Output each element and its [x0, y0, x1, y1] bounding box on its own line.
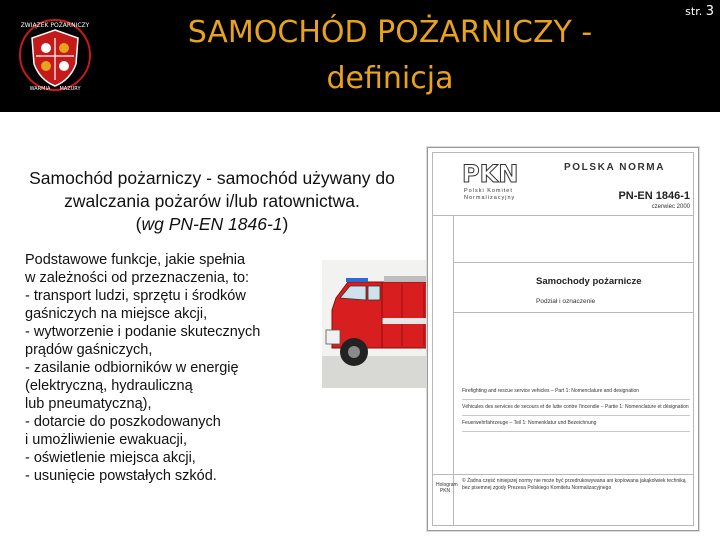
standard-document-cover: [427, 147, 699, 531]
list-item-line: - wytworzenie i podanie skutecznych: [25, 324, 261, 340]
standard-code: PN-EN 1846-1: [618, 190, 690, 202]
translation-line: Véhicules des services de secours et de lutte contre l'incendie – Partie 1: Nomenclature et désignation: [462, 402, 690, 416]
functions-intro-line2: w zależności od przeznaczenia, to:: [25, 270, 250, 286]
logo-text-right: MAZURY: [59, 86, 81, 92]
list-item-line: - usunięcie powstałych szkód.: [25, 468, 217, 484]
list-item-line: lub pneumatyczną),: [25, 396, 152, 412]
document-left-column: [432, 216, 458, 526]
list-item-line: - transport ludzi, sprzętu i środków: [25, 288, 246, 304]
page-number-prefix: str.: [685, 5, 703, 18]
divider: [454, 312, 694, 313]
definition-block: [0, 167, 424, 236]
functions-list: [25, 251, 325, 485]
list-item: [25, 413, 325, 449]
divider: [432, 474, 694, 475]
page-number: [685, 4, 714, 19]
list-item-line: - oświetlenie miejsca akcji,: [25, 450, 196, 466]
list-item-line: - dotarcie do poszkodowanych: [25, 414, 221, 430]
list-item-line: (elektryczną, hydrauliczną: [25, 378, 193, 394]
logo-text-left: WARMIA: [29, 86, 51, 92]
pkn-logo: [462, 160, 519, 188]
header-bar: [0, 0, 720, 112]
definition-source: wg PN-EN 1846-1: [141, 214, 283, 234]
copyright-notice: © Żadna część niniejszej normy nie może być przedrukowywana ani kopiowana jakąkolwiek techniką bez pisemnej zgody Prezesa Polskiego Komitetu Normalizacyjnego: [462, 478, 686, 491]
list-item: [25, 449, 325, 467]
fire-brigade-logo: [18, 18, 92, 92]
definition-source-open: (: [135, 214, 142, 234]
standard-header: POLSKA NORMA: [564, 162, 666, 173]
list-item: [25, 287, 325, 323]
divider: [454, 262, 694, 263]
hologram-label: Hologram PKN: [436, 482, 458, 494]
document-title: Samochody pożarnicze: [536, 276, 642, 287]
list-item: [25, 359, 325, 413]
pkn-subtitle-line: Normalizacyjny: [464, 194, 516, 201]
definition-source-close: ): [282, 214, 289, 234]
pkn-subtitle-line: Polski Komitet: [464, 188, 513, 194]
pkn-subtitle: [464, 188, 515, 201]
page-number-value: 3: [705, 4, 714, 19]
list-item: [25, 323, 325, 359]
definition-text: Samochód pożarniczy - samochód używany do zwalczania pożarów i/lub ratownictwa.: [29, 168, 395, 211]
list-item-line: - zasilanie odbiorników w energię: [25, 360, 239, 376]
translation-line: Feuerwehrfahrzeuge – Teil 1: Nomenklatur und Bezeichnung: [462, 418, 690, 432]
standard-date: czerwiec 2000: [651, 204, 690, 210]
slide-title-line1: SAMOCHÓD POŻARNICZY -: [187, 15, 593, 50]
list-item-line: i umożliwienie ewakuacji,: [25, 432, 187, 448]
translation-line: Firefighting and rescue service vehicles – Part 1: Nomenclature and designation: [462, 386, 690, 400]
document-subtitle: Podział i oznaczenie: [536, 298, 596, 305]
list-item: [25, 467, 325, 485]
list-item-line: prądów gaśniczych,: [25, 342, 153, 358]
list-item-line: gaśniczych na miejsce akcji,: [25, 306, 208, 322]
functions-intro-line1: Podstawowe funkcje, jakie spełnia: [25, 252, 246, 268]
logo-text-top: ZWIĄZEK POŻARNICZY: [20, 22, 90, 29]
slide-title-line2: definicja: [326, 61, 454, 96]
pkn-logo-text: PKN: [462, 160, 519, 188]
document-translations: [462, 386, 690, 434]
slide-title: [140, 10, 640, 102]
